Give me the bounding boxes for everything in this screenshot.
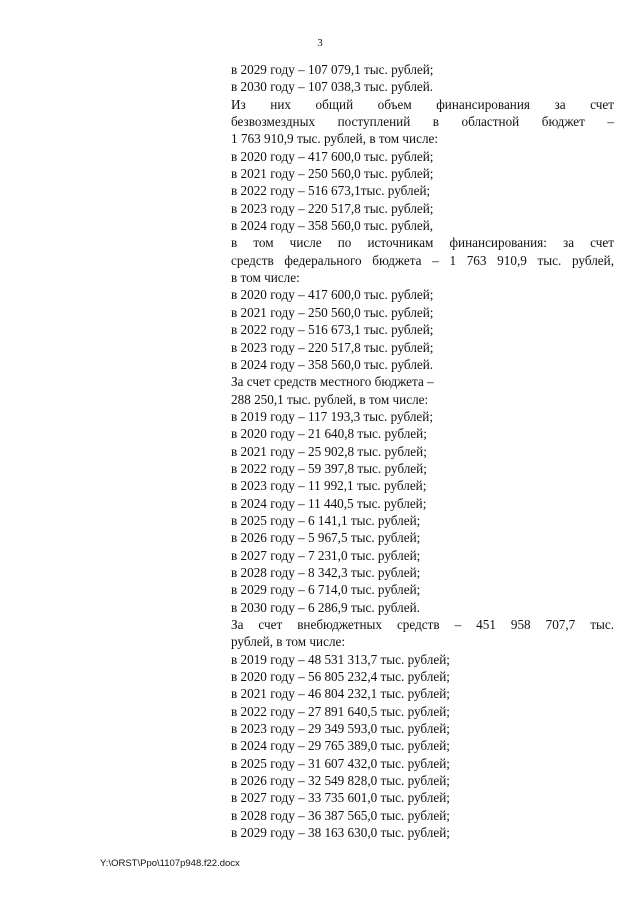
text-line: в 2022 году – 27 891 640,5 тыс. рублей; (231, 703, 450, 719)
text-line: 288 250,1 тыс. рублей, в том числе: (231, 391, 429, 407)
text-line: в 2020 году – 21 640,8 тыс. рублей; (231, 426, 427, 442)
text-line: в 2022 году – 59 397,8 тыс. рублей; (231, 460, 427, 476)
file-path-footer: Y:\ORST\Ppo\1107p948.f22.docx (100, 858, 240, 869)
text-line: в 2030 году – 6 286,9 тыс. рублей. (231, 599, 420, 615)
text-line: в 2021 году – 46 804 232,1 тыс. рублей; (231, 686, 450, 702)
text-line: в 2028 году – 8 342,3 тыс. рублей; (231, 564, 421, 580)
text-line: в 2024 году – 29 765 389,0 тыс. рублей; (231, 738, 450, 754)
text-line: в 2021 году – 250 560,0 тыс. рублей; (231, 304, 434, 320)
text-line: в 2024 году – 11 440,5 тыс. рублей; (231, 495, 427, 511)
text-line: в 2020 году – 417 600,0 тыс. рублей; (231, 287, 434, 303)
text-line: в 2020 году – 417 600,0 тыс. рублей; (231, 148, 434, 164)
text-line: За счет внебюджетных средств – 451 958 707,7 тыс. (231, 617, 614, 632)
text-line: в 2026 году – 32 549 828,0 тыс. рублей; (231, 773, 450, 789)
text-line: в 2025 году – 6 141,1 тыс. рублей; (231, 512, 421, 528)
text-line: в 2021 году – 25 902,8 тыс. рублей; (231, 443, 427, 459)
text-line: в 2027 году – 7 231,0 тыс. рублей; (231, 547, 421, 563)
text-line: в 2021 году – 250 560,0 тыс. рублей; (231, 166, 434, 182)
text-line: в 2029 году – 107 079,1 тыс. рублей; (231, 62, 434, 77)
text-line: в 2022 году – 516 673,1 тыс. рублей; (231, 322, 434, 338)
text-line: в 2023 году – 11 992,1 тыс. рублей; (231, 478, 427, 494)
text-line: в 2028 году – 36 387 565,0 тыс. рублей; (231, 807, 450, 823)
text-line: в 2022 году – 516 673,1тыс. рублей; (231, 183, 431, 199)
text-line: в 2023 году – 220 517,8 тыс. рублей; (231, 200, 434, 216)
text-line: в том числе: (231, 270, 300, 286)
text-line: в 2025 году – 31 607 432,0 тыс. рублей; (231, 755, 450, 771)
text-line: Из них общий объем финансирования за счет (231, 96, 614, 112)
text-line: безвозмездных поступлений в областной бюджет – (231, 114, 614, 130)
text-line: За счет средств местного бюджета – (231, 374, 434, 390)
text-line: 1 763 910,9 тыс. рублей, в том числе: (231, 131, 439, 147)
text-line: в 2026 году – 5 967,5 тыс. рублей; (231, 530, 421, 546)
text-line: в 2023 году – 29 349 593,0 тыс. рублей; (231, 721, 450, 737)
text-line: в 2024 году – 358 560,0 тыс. рублей. (231, 356, 434, 372)
text-line: рублей, в том числе: (231, 634, 346, 650)
text-line: средств федерального бюджета – 1 763 910,9 тыс. рублей, (231, 252, 614, 268)
text-line: в 2029 году – 38 163 630,0 тыс. рублей; (231, 825, 450, 841)
text-line: в том числе по источникам финансирования: за счет (231, 235, 614, 251)
text-line: в 2030 году – 107 038,3 тыс. рублей. (231, 79, 434, 95)
text-line: в 2024 году – 358 560,0 тыс. рублей, (231, 218, 434, 234)
text-line: в 2029 году – 6 714,0 тыс. рублей; (231, 582, 421, 598)
text-line: в 2020 году – 56 805 232,4 тыс. рублей; (231, 669, 450, 685)
text-line: в 2019 году – 117 193,3 тыс. рублей; (231, 408, 433, 424)
text-line: в 2027 году – 33 735 601,0 тыс. рублей; (231, 790, 450, 806)
page-number: 3 (317, 37, 323, 49)
text-line: в 2023 году – 220 517,8 тыс. рублей; (231, 339, 434, 355)
document-body (231, 61, 614, 841)
text-line: в 2019 году – 48 531 313,7 тыс. рублей; (231, 651, 450, 667)
